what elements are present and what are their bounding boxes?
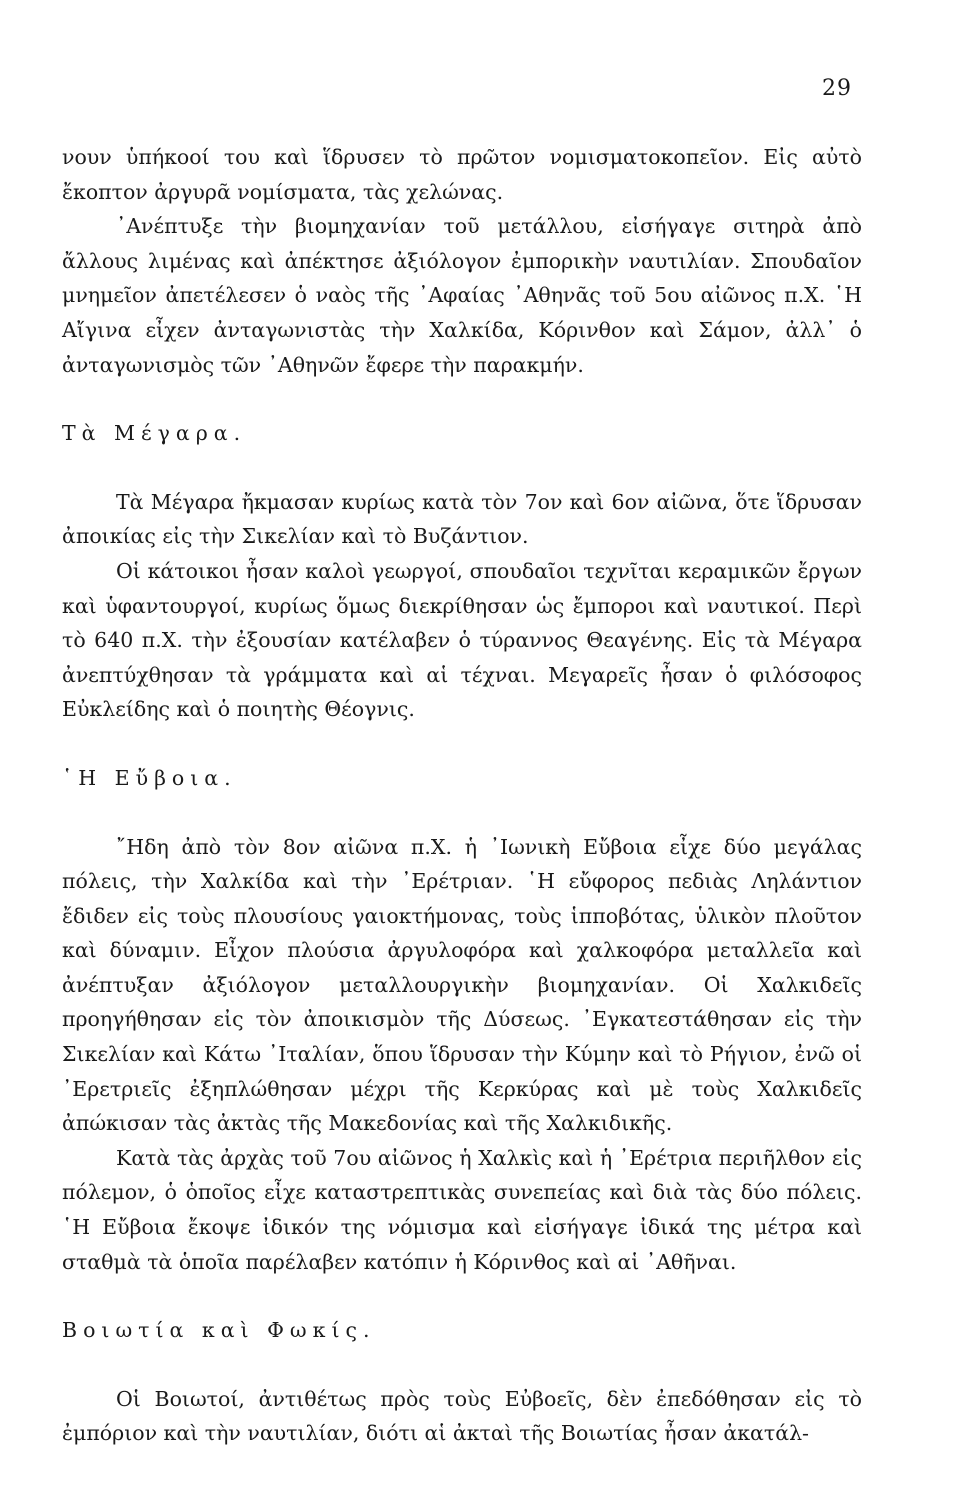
page-number: 29 — [822, 76, 852, 101]
boeotia-paragraph-1: Οἱ Βοιωτοί, ἀντιθέτως πρὸς τοὺς Εὐβοεῖς, δὲν ἐπεδόθησαν εἰς τὸ ἐμπόριον καὶ τὴν ναυτιλίαν, διότι αἱ ἀκταὶ τῆς Βοιωτίας ἦσαν ἀκατάλ- — [62, 1386, 862, 1446]
euboea-paragraph-1: ῎Ηδη ἀπὸ τὸν 8ον αἰῶνα π.Χ. ἡ ᾿Ιωνικὴ Εὔβοια εἶχε δύο μεγάλας πόλεις, τὴν Χαλκίδα καὶ τὴν ᾿Ερέτριαν. ῾Η εὔφορος πεδιὰς Ληλάντιον ἔδιδεν εἰς τοὺς πλουσίους γαιοκτήμονας, τοὺς ἱπποβότας, ὑλικὸν πλοῦτον καὶ δύναμιν. Εἶχον πλούσια ἀργυλοφόρα καὶ χαλκοφόρα μεταλλεῖα καὶ ἀνέπτυξαν ἀξιόλογον μεταλλουργικὴν βιομηχανίαν. Οἱ Χαλκιδεῖς προηγήθησαν εἰς τὸν ἀποικισμὸν τῆς Δύσεως. ᾿Εγκατεστάθησαν εἰς τὴν Σικελίαν καὶ Κάτω ᾿Ιταλίαν, ὅπου ἵδρυσαν τὴν Κύμην καὶ τὸ Ρήγιον, ἐνῶ οἱ ᾿Ερετριεῖς ἐξηπλώθησαν μέχρι τῆς Κερκύρας καὶ μὲ τοὺς Χαλκιδεῖς ἀπώκισαν τὰς ἀκτὰς τῆς Μακεδονίας καὶ τῆς Χαλκιδικῆς. — [62, 834, 862, 1136]
section-heading-euboea: ῾Η Εὔβοια. — [62, 765, 237, 790]
section-heading-megara: Τὰ Μέγαρα. — [62, 421, 247, 446]
megara-paragraph-2: Οἱ κάτοικοι ἦσαν καλοὶ γεωργοί, σπουδαῖοι τεχνῖται κεραμικῶν ἔργων καὶ ὑφαντουργοί, κυρίως ὅμως διεκρίθησαν ὡς ἔμποροι καὶ ναυτικοί. Περὶ τὸ 640 π.Χ. τὴν ἐξουσίαν κατέλαβεν ὁ τύραννος Θεαγένης. Εἰς τὰ Μέγαρα ἀνεπτύχθησαν τὰ γράμματα καὶ αἱ τέχναι. Μεγαρεῖς ἦσαν ὁ φιλόσοφος Εὐκλείδης καὶ ὁ ποιητὴς Θέογνις. — [62, 558, 862, 722]
megara-paragraph-1: Τὰ Μέγαρα ἤκμασαν κυρίως κατὰ τὸν 7ον καὶ 6ον αἰῶνα, ὅτε ἵδρυσαν ἀποικίας εἰς τὴν Σικελίαν καὶ τὸ Βυζάντιον. — [62, 489, 862, 549]
section-heading-boeotia: Βοιωτία καὶ Φωκίς. — [62, 1318, 376, 1343]
intro-paragraph-1: νουν ὑπήκοοί του καὶ ἵδρυσεν τὸ πρῶτον νομισματοκοπεῖον. Εἰς αὐτὸ ἔκοπτον ἀργυρᾶ νομίσματα, τὰς χελώνας. — [62, 145, 862, 204]
intro-paragraph-2: ᾿Ανέπτυξε τὴν βιομηχανίαν τοῦ μετάλλου, εἰσήγαγε σιτηρὰ ἀπὸ ἄλλους λιμένας καὶ ἀπέκτησε ἀξιόλογον ἐμπορικὴν ναυτιλίαν. Σπουδαῖον μνημεῖον ἀπετέλεσεν ὁ ναὸς τῆς ᾿Αφαίας ᾿Αθηνᾶς τοῦ 5ου αἰῶνος π.Χ. ῾Η Αἴγινα εἶχεν ἀνταγωνιστὰς τὴν Χαλκίδα, Κόρινθον καὶ Σάμον, ἀλλ᾿ ὁ ἀνταγωνισμὸς τῶν ᾿Αθηνῶν ἔφερε τὴν παρακμήν. — [62, 214, 862, 377]
euboea-paragraph-2: Κατὰ τὰς ἀρχὰς τοῦ 7ου αἰῶνος ἡ Χαλκὶς καὶ ἡ ᾿Ερέτρια περιῆλθον εἰς πόλεμον, ὁ ὁποῖος εἶχε καταστρεπτικὰς συνεπείας καὶ διὰ τὰς δύο πόλεις. ῾Η Εὔβοια ἔκοψε ἰδικόν της νόμισμα καὶ εἰσήγαγε ἰδικά της μέτρα καὶ σταθμὰ τὰ ὁποῖα παρέλαβεν κατόπιν ἡ Κόρινθος καὶ αἱ ᾿Αθῆναι. — [62, 1145, 862, 1274]
body-text — [62, 140, 862, 1451]
